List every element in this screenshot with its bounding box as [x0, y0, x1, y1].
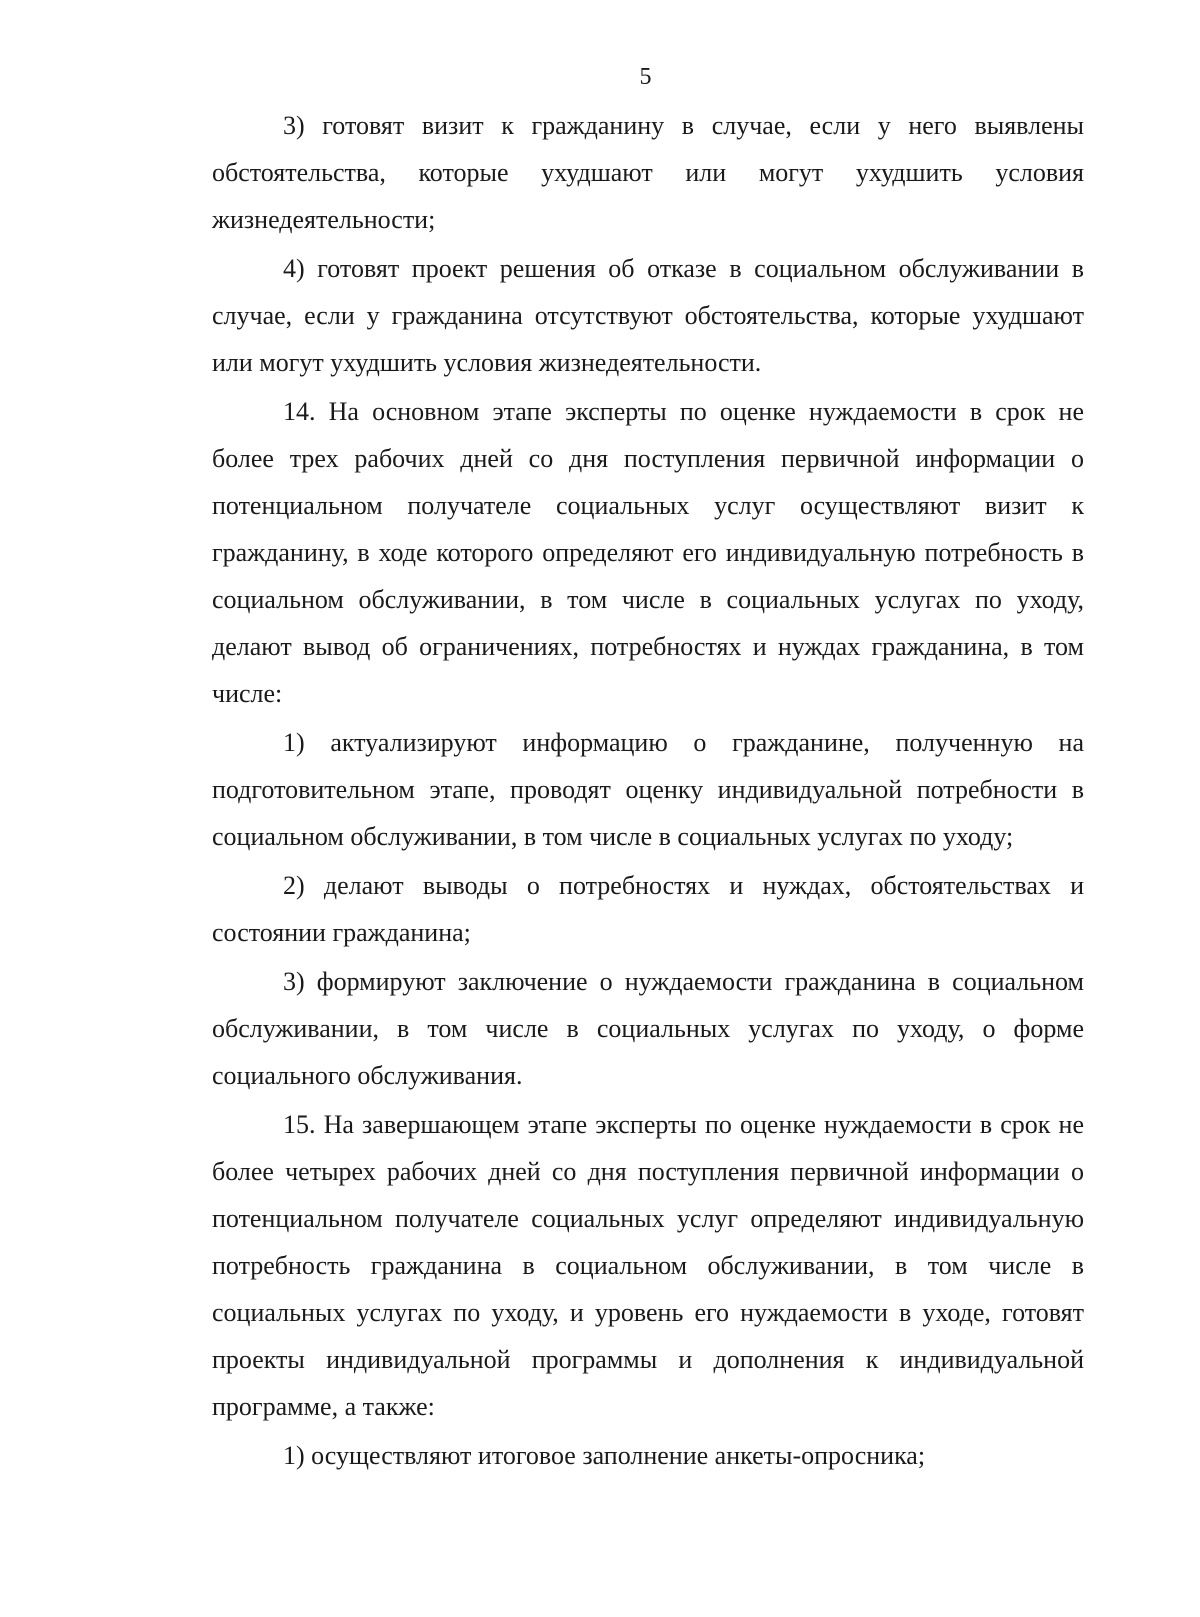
paragraph-14-main-stage: 14. На основном этапе эксперты по оценке нуждаемости в срок не более трех рабочих дней со дня поступления первичной информации о потенциальном получателе социальных услуг осуществляют визит к гражданину, в ходе которого определяют его индивидуальную потребность в социальном обслуживании, в том числе в социальных услугах по уходу, делают вывод об ограничениях, потребностях и нуждах гражданина, в том числе:: [212, 397, 1084, 708]
paragraph-item-4-refusal: 4) готовят проект решения об отказе в социальном обслуживании в случае, если у гражданина отсутствуют обстоятельства, которые ухудшают или могут ухудшить условия жизнедеятельности.: [212, 254, 1084, 377]
paragraph-item-3-visit: 3) готовят визит к гражданину в случае, если у него выявлены обстоятельства, которые ухудшают или могут ухудшить условия жизнедеятельности;: [212, 111, 1084, 234]
paragraph-item-2-conclusions: 2) делают выводы о потребностях и нуждах, обстоятельствах и состоянии гражданина;: [212, 871, 1084, 947]
page-number: 5: [639, 64, 652, 90]
paragraph-item-1-actualize: 1) актуализируют информацию о гражданине, полученную на подготовительном этапе, проводят оценку индивидуальной потребности в социальном обслуживании, в том числе в социальных услугах по уходу;: [212, 728, 1084, 851]
paragraph-item-3-form-conclusion: 3) формируют заключение о нуждаемости гражданина в социальном обслуживании, в том числе в социальных услугах по уходу, о форме социального обслуживания.: [212, 967, 1084, 1090]
paragraph-item-1-questionnaire: 1) осуществляют итоговое заполнение анкеты-опросника;: [283, 1441, 926, 1470]
document-body: [212, 102, 1084, 1479]
paragraph-15-final-stage: 15. На завершающем этапе эксперты по оценке нуждаемости в срок не более четырех рабочих дней со дня поступления первичной информации о потенциальном получателе социальных услуг определяют индивидуальную потребность гражданина в социальном обслуживании, в том числе в социальных услугах по уходу, и уровень его нуждаемости в уходе, готовят проекты индивидуальной программы и дополнения к индивидуальной программе, а также:: [212, 1110, 1084, 1421]
